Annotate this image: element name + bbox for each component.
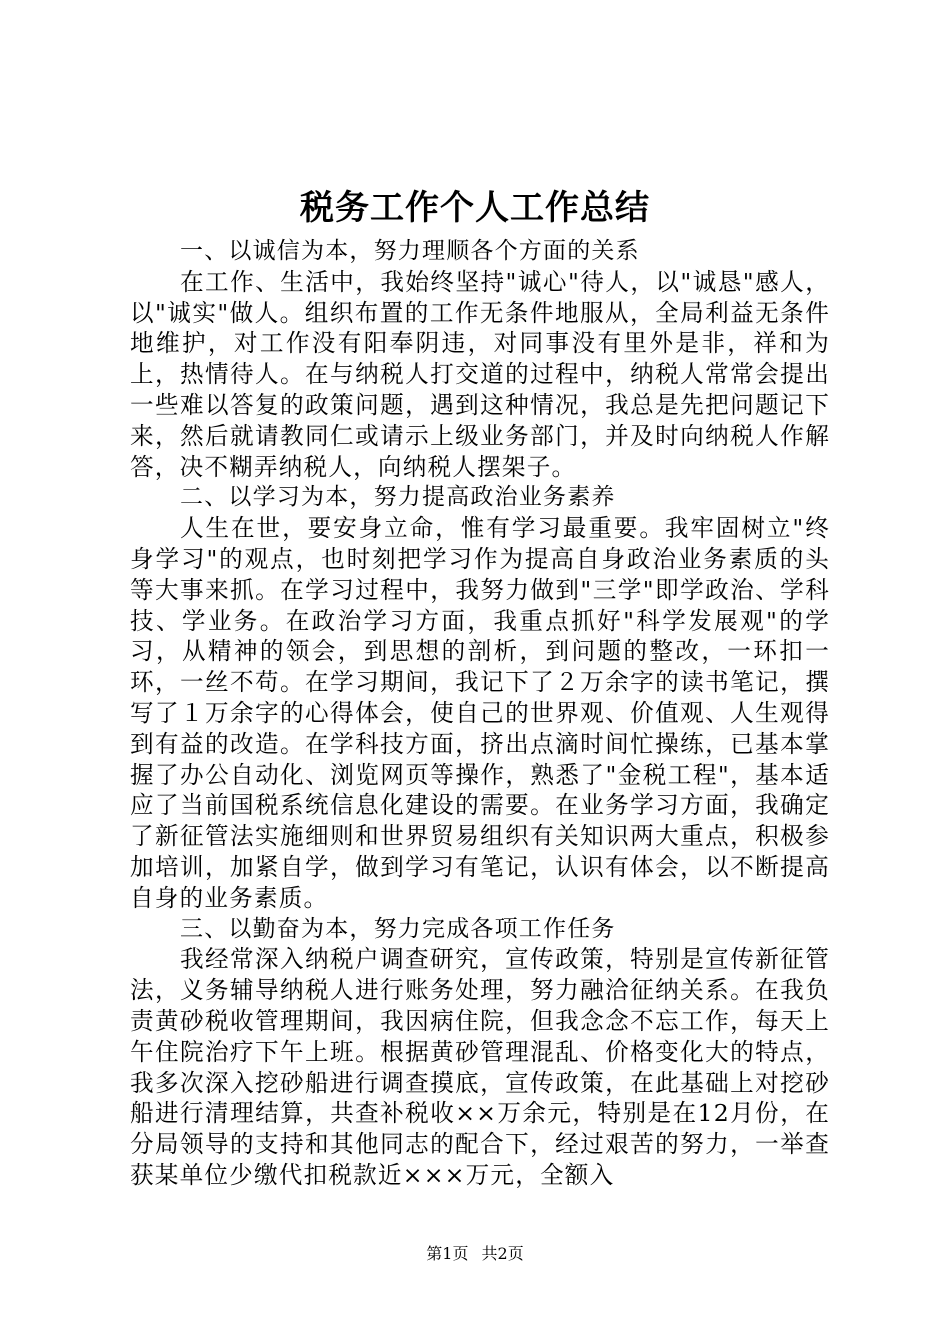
section-heading: 一、以诚信为本，努力理顺各个方面的关系 bbox=[180, 238, 640, 264]
page-total: 共2页 bbox=[481, 1244, 524, 1263]
page-footer bbox=[0, 1244, 950, 1264]
document-title: 税务工作个人工作总结 bbox=[300, 188, 650, 228]
page-number: 第1页 bbox=[426, 1244, 469, 1263]
section-paragraph: 我经常深入纳税户调查研究，宣传政策，特别是宣传新征管法，义务辅导纳税人进行账务处理，努力融洽征纳关系。在我负责黄砂税收管理期间，我因病住院，但我念念不忘工作，每天上午住院治疗下午上班。根据黄砂管理混乱、价格变化大的特点，我多次深入挖砂船进行调查摸底，宣传政策，在此基础上对挖砂船进行清理结算，共查补税收××万余元，特别是在12月份，在分局领导的支持和其他同志的配合下，经过艰苦的努力，一举查获某单位少缴代扣税款近×××万元，全额入 bbox=[130, 945, 830, 1189]
section-heading: 二、以学习为本，努力提高政治业务素养 bbox=[180, 484, 616, 511]
document-body bbox=[130, 236, 830, 1191]
section-paragraph: 人生在世，要安身立命，惟有学习最重要。我牢固树立"终身学习"的观点，也时刻把学习作为提高自身政治业务素质的头等大事来抓。在学习过程中，我努力做到"三学"即学政治、学科技、学业务。在政治学习方面，我重点抓好"科学发展观"的学习，从精神的领会，到思想的剖析，到问题的整改，一环扣一环，一丝不苟。在学习期间，我记下了２万余字的读书笔记，撰写了１万余字的心得体会，使自己的世界观、价值观、人生观得到有益的改造。在学科技方面，挤出点滴时间忙操练，已基本掌握了办公自动化、浏览网页等操作，熟悉了"金税工程"，基本适应了当前国税系统信息化建设的需要。在业务学习方面，我确定了新征管法实施细则和世界贸易组织有关知识两大重点，积极参加培训，加紧自学，做到学习有笔记，认识有体会，以不断提高自身的业务素质。 bbox=[130, 514, 830, 912]
section-paragraph: 在工作、生活中，我始终坚持"诚心"待人，以"诚恳"感人，以"诚实"做人。组织布置的工作无条件地服从，全局利益无条件地维护，对工作没有阳奉阴违，对同事没有里外是非，祥和为上，热情待人。在与纳税人打交道的过程中，纳税人常常会提出一些难以答复的政策问题，遇到这种情况，我总是先把问题记下来，然后就请教同仁或请示上级业务部门，并及时向纳税人作解答，决不糊弄纳税人，向纳税人摆架子。 bbox=[130, 267, 830, 481]
section-heading: 三、以勤奋为本，努力完成各项工作任务 bbox=[180, 915, 616, 942]
